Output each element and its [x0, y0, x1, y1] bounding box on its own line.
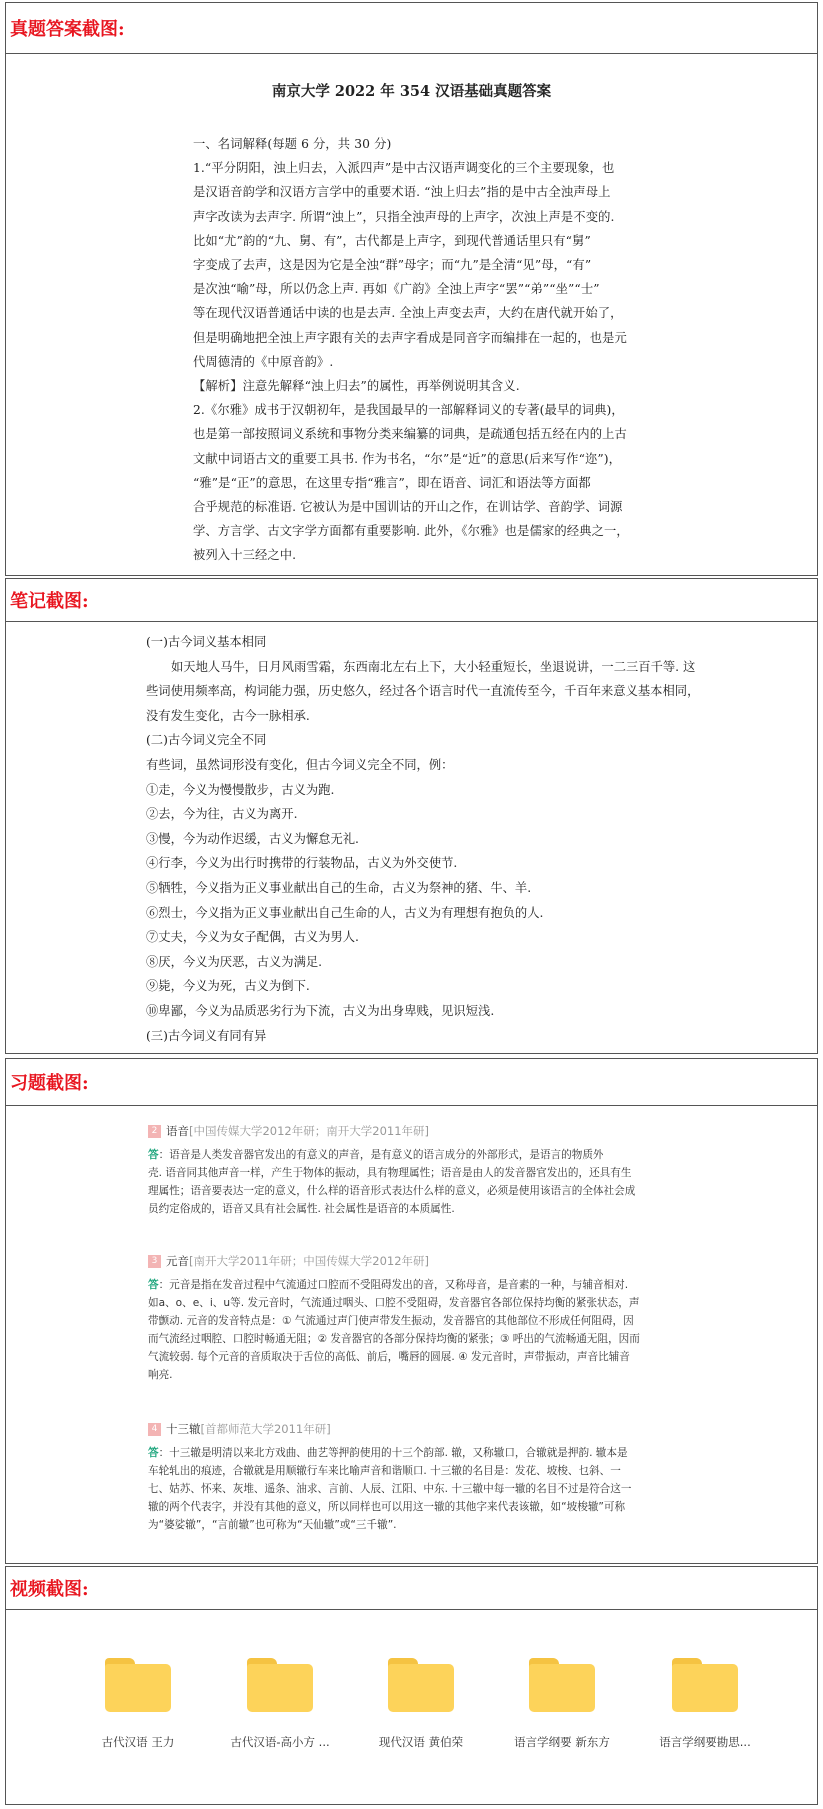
answer-line: 为“婆娑辙”，“言前辙”也可称为“天仙辙”或“三千辙”. — [148, 1519, 397, 1531]
answer-line: 答：十三辙是明清以来北方戏曲、曲艺等押韵使用的十三个韵部. 辙，又称辙口，合辙就是押韵. 辙本是 — [148, 1447, 628, 1459]
answer-line: 七、姑苏、怀来、灰堆、遥条、油求、言前、人辰、江阳、中东. 十三辙中每一辙的名目不过是符合这一 — [148, 1483, 632, 1495]
folder-item[interactable] — [215, 1658, 345, 1750]
folder-icon — [388, 1658, 454, 1712]
text-line: 1.“平分阴阳，浊上归去，入派四声”是中古汉语声调变化的三个主要现象，也 — [193, 161, 615, 176]
folder-icon — [672, 1658, 738, 1712]
text-line: ⑨毙，今义为死，古义为倒下. — [146, 979, 310, 994]
answer-text — [193, 132, 641, 568]
answer-label: 答 — [148, 1279, 159, 1291]
section-title: 视频截图: — [10, 1579, 89, 1600]
text-line: 等在现代汉语普通话中读的也是去声. 全浊上声变去声，大约在唐代就开始了， — [193, 306, 623, 321]
section-header-notes — [5, 578, 818, 622]
text-line: 合乎规范的标准语. 它被认为是中国训诂的开山之作，在训诂学、音韵学、词源 — [193, 500, 623, 515]
text-line: 是汉语音韵学和汉语方言学中的重要术语. “浊上归去”指的是中古全浊声母上 — [193, 185, 611, 200]
text-line: 字变成了去声，这是因为它是全浊“群”母字；而“九”是全清“见”母，“有” — [193, 258, 592, 273]
text-line: 些词使用频率高，构词能力强，历史悠久，经过各个语言时代一直流传至今，千百年来意义基本相同， — [146, 684, 700, 699]
text-line: 如天地人马牛，日月风雨雪霜，东西南北左右上下，大小轻重短长，坐退说讲，一二三百千等. 这 — [171, 659, 696, 674]
text-line: ①走，今义为慢慢散步，古义为跑. — [146, 782, 335, 797]
exercise-term: 语音 — [166, 1124, 189, 1138]
folder-item[interactable] — [497, 1658, 627, 1750]
exercise-source: [中国传媒大学2012年研；南开大学2011年研] — [189, 1124, 430, 1138]
text-line: 有些词，虽然词形没有变化，但古今词义完全不同，例： — [146, 757, 454, 772]
folder-icon — [105, 1658, 171, 1712]
text-line: ⑩卑鄙，今义为品质恶劣行为下流，古义为出身卑贱，见识短浅. — [146, 1003, 495, 1018]
text-line: 代周德清的《中原音韵》. — [193, 354, 334, 369]
text-line: 【解析】注意先解释“浊上归去”的属性，再举例说明其含义. — [193, 379, 520, 394]
answer-line: 理属性；语音要表达一定的意义，什么样的语音形式表达什么样的意义，必须是使用该语言的全体社会成 — [148, 1185, 636, 1197]
text-line: (三)古今词义有同有异 — [146, 1028, 267, 1043]
answer-line: 带颤动. 元音的发音特点是：① 气流通过声门使声带发生振动，发音器官的其他部位不形成任何阻碍，因 — [148, 1315, 634, 1327]
videos-screenshot-panel — [5, 1610, 818, 1805]
answer-line: 响亮. — [148, 1369, 173, 1381]
text-line: (二)古今词义完全不同 — [146, 733, 267, 748]
text-line: “雅”是“正”的意思，在这里专指“雅言”，即在语音、词汇和语法等方面都 — [193, 475, 591, 490]
folder-item[interactable] — [73, 1658, 203, 1750]
answer-line: 如a、o、e、i、u等. 发元音时，气流通过咽头、口腔不受阻碍，发音器官各部位保持均衡的紧张状态，声 — [148, 1297, 640, 1309]
exercise-heading — [148, 1252, 688, 1270]
folder-label: 古代汉语 王力 — [101, 1735, 175, 1749]
folder-item[interactable] — [356, 1658, 486, 1750]
section-header-answers — [5, 2, 818, 54]
exercises-screenshot-panel — [5, 1106, 818, 1564]
text-line: ⑤牺牲，今义指为正义事业献出自己的生命，古义为祭神的猪、牛、羊. — [146, 880, 532, 895]
text-line: ⑥烈士，今义指为正义事业献出自己生命的人，古义为有理想有抱负的人. — [146, 905, 544, 920]
document-title: 南京大学 2022 年 354 汉语基础真题答案 — [271, 83, 552, 100]
notes-screenshot-panel — [5, 622, 818, 1054]
exercise-heading — [148, 1122, 688, 1140]
answer-line: 辙的两个代表字，并没有其他的意义，所以同样也可以用这一辙的其他字来代表该辙，如“坡梭辙”可称 — [148, 1501, 626, 1513]
exercise-source: [首都师范大学2011年研] — [200, 1422, 331, 1436]
answer-line: 气流较弱. 每个元音的音质取决于舌位的高低、前后，嘴唇的圆展. ④ 发元音时，声带振动，声音比辅音 — [148, 1351, 630, 1363]
section-title: 真题答案截图: — [10, 19, 125, 40]
folder-label: 现代汉语 黄伯荣 — [378, 1735, 464, 1749]
text-line: ⑧厌，今义为厌恶，古义为满足. — [146, 954, 323, 969]
exercise-number: 2 — [148, 1125, 161, 1138]
text-line: 一、名词解释(每题 6 分，共 30 分) — [193, 137, 392, 151]
text-line: 学、方言学、古文字学方面都有重要影响. 此外，《尔雅》也是儒家的经典之一， — [193, 524, 629, 539]
answer-line: 答：元音是指在发音过程中气流通过口腔而不受阻碍发出的音，又称母音，是音素的一种，与辅音相对. — [148, 1279, 629, 1291]
exercise-number: 4 — [148, 1423, 161, 1436]
folder-icon — [529, 1658, 595, 1712]
answer-line: 答：语音是人类发音器官发出的有意义的声音，是有意义的语言成分的外部形式，是语言的物质外 — [148, 1149, 604, 1161]
folder-icon — [247, 1658, 313, 1712]
text-line: ③慢，今为动作迟缓，古义为懈怠无礼. — [146, 831, 359, 846]
section-header-videos — [5, 1566, 818, 1610]
answer-line: 壳. 语音同其他声音一样，产生于物体的振动，具有物理属性；语音是由人的发音器官发出的，还具有生 — [148, 1167, 632, 1179]
folder-label: 古代汉语-高小方 ... — [230, 1735, 330, 1749]
text-line: 声字改读为去声字. 所谓“浊上”，只指全浊声母的上声字，次浊上声是不变的. — [193, 209, 615, 224]
section-title: 习题截图: — [10, 1073, 89, 1094]
section-title: 笔记截图: — [10, 591, 89, 612]
text-line: ⑦丈夫，今义为女子配偶，古义为男人. — [146, 930, 359, 945]
exercise-source: [南开大学2011年研；中国传媒大学2012年研] — [189, 1254, 430, 1268]
answer-label: 答 — [148, 1447, 159, 1459]
text-line: (一)古今词义基本相同 — [146, 635, 267, 649]
exercise-number: 3 — [148, 1255, 161, 1268]
exercise-item — [148, 1252, 688, 1384]
exercise-term: 元音 — [166, 1254, 189, 1268]
folder-label: 语言学纲要 新东方 — [514, 1735, 610, 1749]
answer-line: 而气流经过咽腔、口腔时畅通无阻；② 发音器官的各部分保持均衡的紧张；③ 呼出的气流畅通无阻，因而 — [148, 1333, 640, 1345]
answer-screenshot-panel — [5, 54, 818, 576]
answer-line: 车轮轧出的痕迹，合辙就是用顺辙行车来比喻声音和谐顺口. 十三辙的名目是：发花、坡梭、乜斜、一 — [148, 1465, 621, 1477]
text-line: 也是第一部按照词义系统和事物分类来编纂的词典，是疏通包括五经在内的上古 — [193, 427, 627, 442]
text-line: 没有发生变化，古今一脉相承. — [146, 708, 310, 723]
text-line: 比如“尤”韵的“九、舅、有”，古代都是上声字，到现代普通话里只有“舅” — [193, 233, 591, 248]
text-line: ④行李，今义为出行时携带的行装物品，古义为外交使节. — [146, 856, 458, 871]
section-header-exercises — [5, 1058, 818, 1106]
folder-label: 语言学纲要勘思... — [659, 1735, 751, 1749]
text-line: 是次浊“喻”母，所以仍念上声. 再如《广韵》全浊上声字“罢”“弟”“坐”“士” — [193, 282, 600, 297]
exercise-item — [148, 1420, 688, 1534]
exercise-item — [148, 1122, 688, 1218]
text-line: 2.《尔雅》成书于汉朝初年，是我国最早的一部解释词义的专著(最早的词典)， — [193, 403, 624, 418]
answer-label: 答 — [148, 1149, 159, 1161]
exercise-term: 十三辙 — [166, 1422, 201, 1436]
answer-line: 员约定俗成的，语音又具有社会属性. 社会属性是语音的本质属性. — [148, 1203, 455, 1215]
exercise-heading — [148, 1420, 688, 1438]
notes-text — [146, 630, 700, 1048]
folder-item[interactable] — [640, 1658, 770, 1750]
text-line: ②去，今为往，古义为离开. — [146, 807, 298, 822]
text-line: 文献中词语古文的重要工具书. 作为书名，“尔”是“近”的意思(后来写作“迩”)， — [193, 451, 622, 466]
text-line: 被列入十三经之中. — [193, 548, 297, 563]
text-line: 但是明确地把全浊上声字跟有关的去声字看成是同音字而编排在一起的，也是元 — [193, 330, 627, 345]
